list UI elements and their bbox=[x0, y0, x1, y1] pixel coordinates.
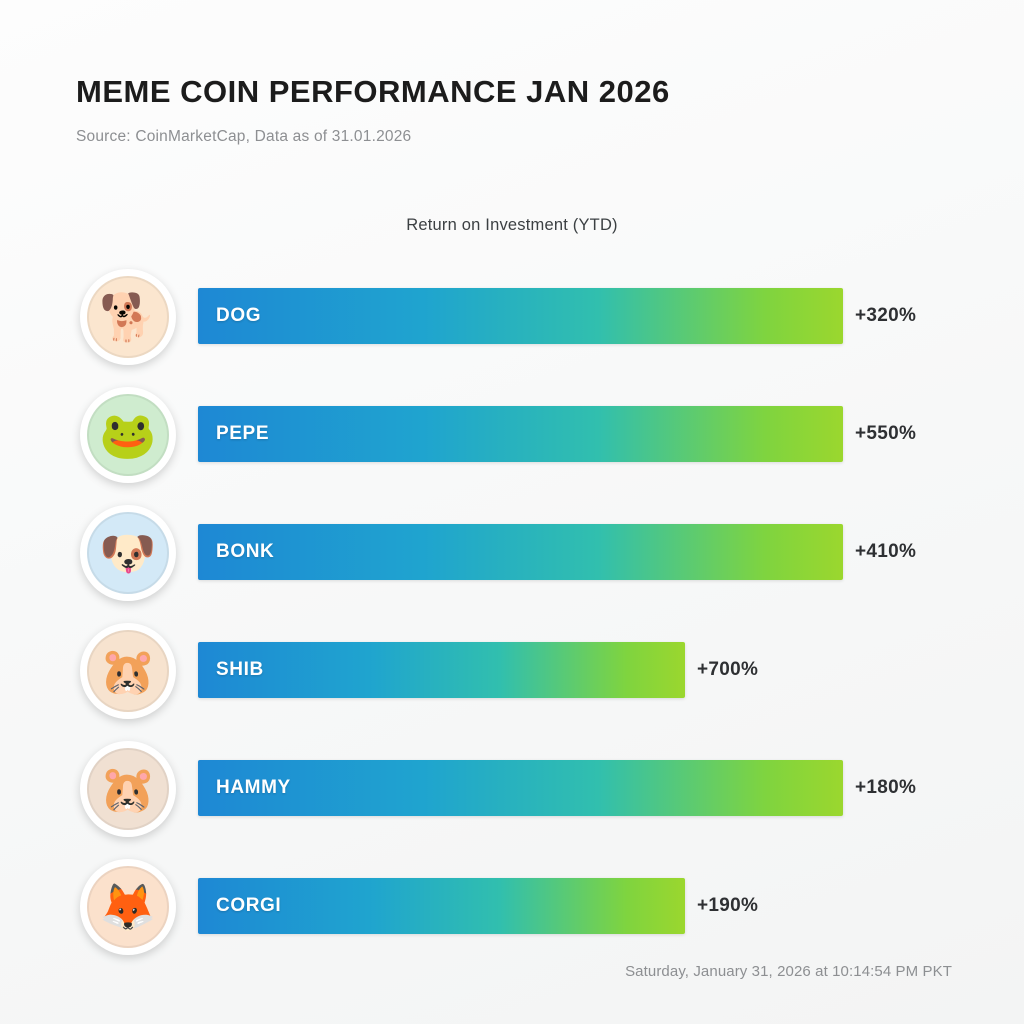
chart-source-note: Source: CoinMarketCap, Data as of 31.01.2026 bbox=[76, 128, 412, 145]
coin-avatar: 🦊 bbox=[87, 866, 169, 948]
pepe-frog-icon bbox=[80, 387, 176, 483]
bar-track bbox=[198, 878, 958, 934]
coin-avatar: 🐸 bbox=[87, 394, 169, 476]
timestamp-label: Saturday, January 31, 2026 at 10:14:54 PM PKT bbox=[625, 963, 952, 980]
bar-category-label: SHIB bbox=[216, 659, 264, 680]
bar-category-label: PEPE bbox=[216, 423, 270, 444]
bar-track bbox=[198, 524, 958, 580]
bar-shib bbox=[198, 642, 685, 698]
bar-bonk bbox=[198, 524, 843, 580]
axis-label: Return on Investment (YTD) bbox=[406, 216, 618, 234]
table-row bbox=[0, 612, 1024, 730]
bar-category-label: CORGI bbox=[216, 895, 282, 916]
coin-avatar: 🐕 bbox=[87, 276, 169, 358]
bar-value-label: +700% bbox=[697, 659, 759, 680]
table-row bbox=[0, 258, 1024, 376]
bar-chart bbox=[0, 258, 1024, 966]
bar-category-label: BONK bbox=[216, 541, 275, 562]
bar-category-label: HAMMY bbox=[216, 777, 291, 798]
bar-track bbox=[198, 406, 958, 462]
bar-hammy bbox=[198, 760, 843, 816]
bar-category-label: DOG bbox=[216, 305, 262, 326]
shiba-crown-icon bbox=[80, 269, 176, 365]
bar-corgi bbox=[198, 878, 685, 934]
bar-value-label: +190% bbox=[697, 895, 759, 916]
bar-value-label: +320% bbox=[855, 305, 917, 326]
bar-dog bbox=[198, 288, 843, 344]
table-row bbox=[0, 848, 1024, 966]
bar-value-label: +180% bbox=[855, 777, 917, 798]
coin-avatar: 🐶 bbox=[87, 512, 169, 594]
table-row bbox=[0, 730, 1024, 848]
corgi-wizard-icon bbox=[80, 859, 176, 955]
hamster-wizard-icon bbox=[80, 741, 176, 837]
bar-track bbox=[198, 642, 958, 698]
coin-avatar: 🐹 bbox=[87, 748, 169, 830]
shiba-sunglasses-icon bbox=[80, 505, 176, 601]
table-row bbox=[0, 494, 1024, 612]
bar-pepe bbox=[198, 406, 843, 462]
bar-track bbox=[198, 760, 958, 816]
hamster-icon bbox=[80, 623, 176, 719]
bar-value-label: +550% bbox=[855, 423, 917, 444]
coin-avatar: 🐹 bbox=[87, 630, 169, 712]
page-title: MEME COIN PERFORMANCE JAN 2026 bbox=[76, 74, 670, 109]
chart-header bbox=[76, 74, 956, 146]
bar-value-label: +410% bbox=[855, 541, 917, 562]
table-row bbox=[0, 376, 1024, 494]
bar-track bbox=[198, 288, 958, 344]
